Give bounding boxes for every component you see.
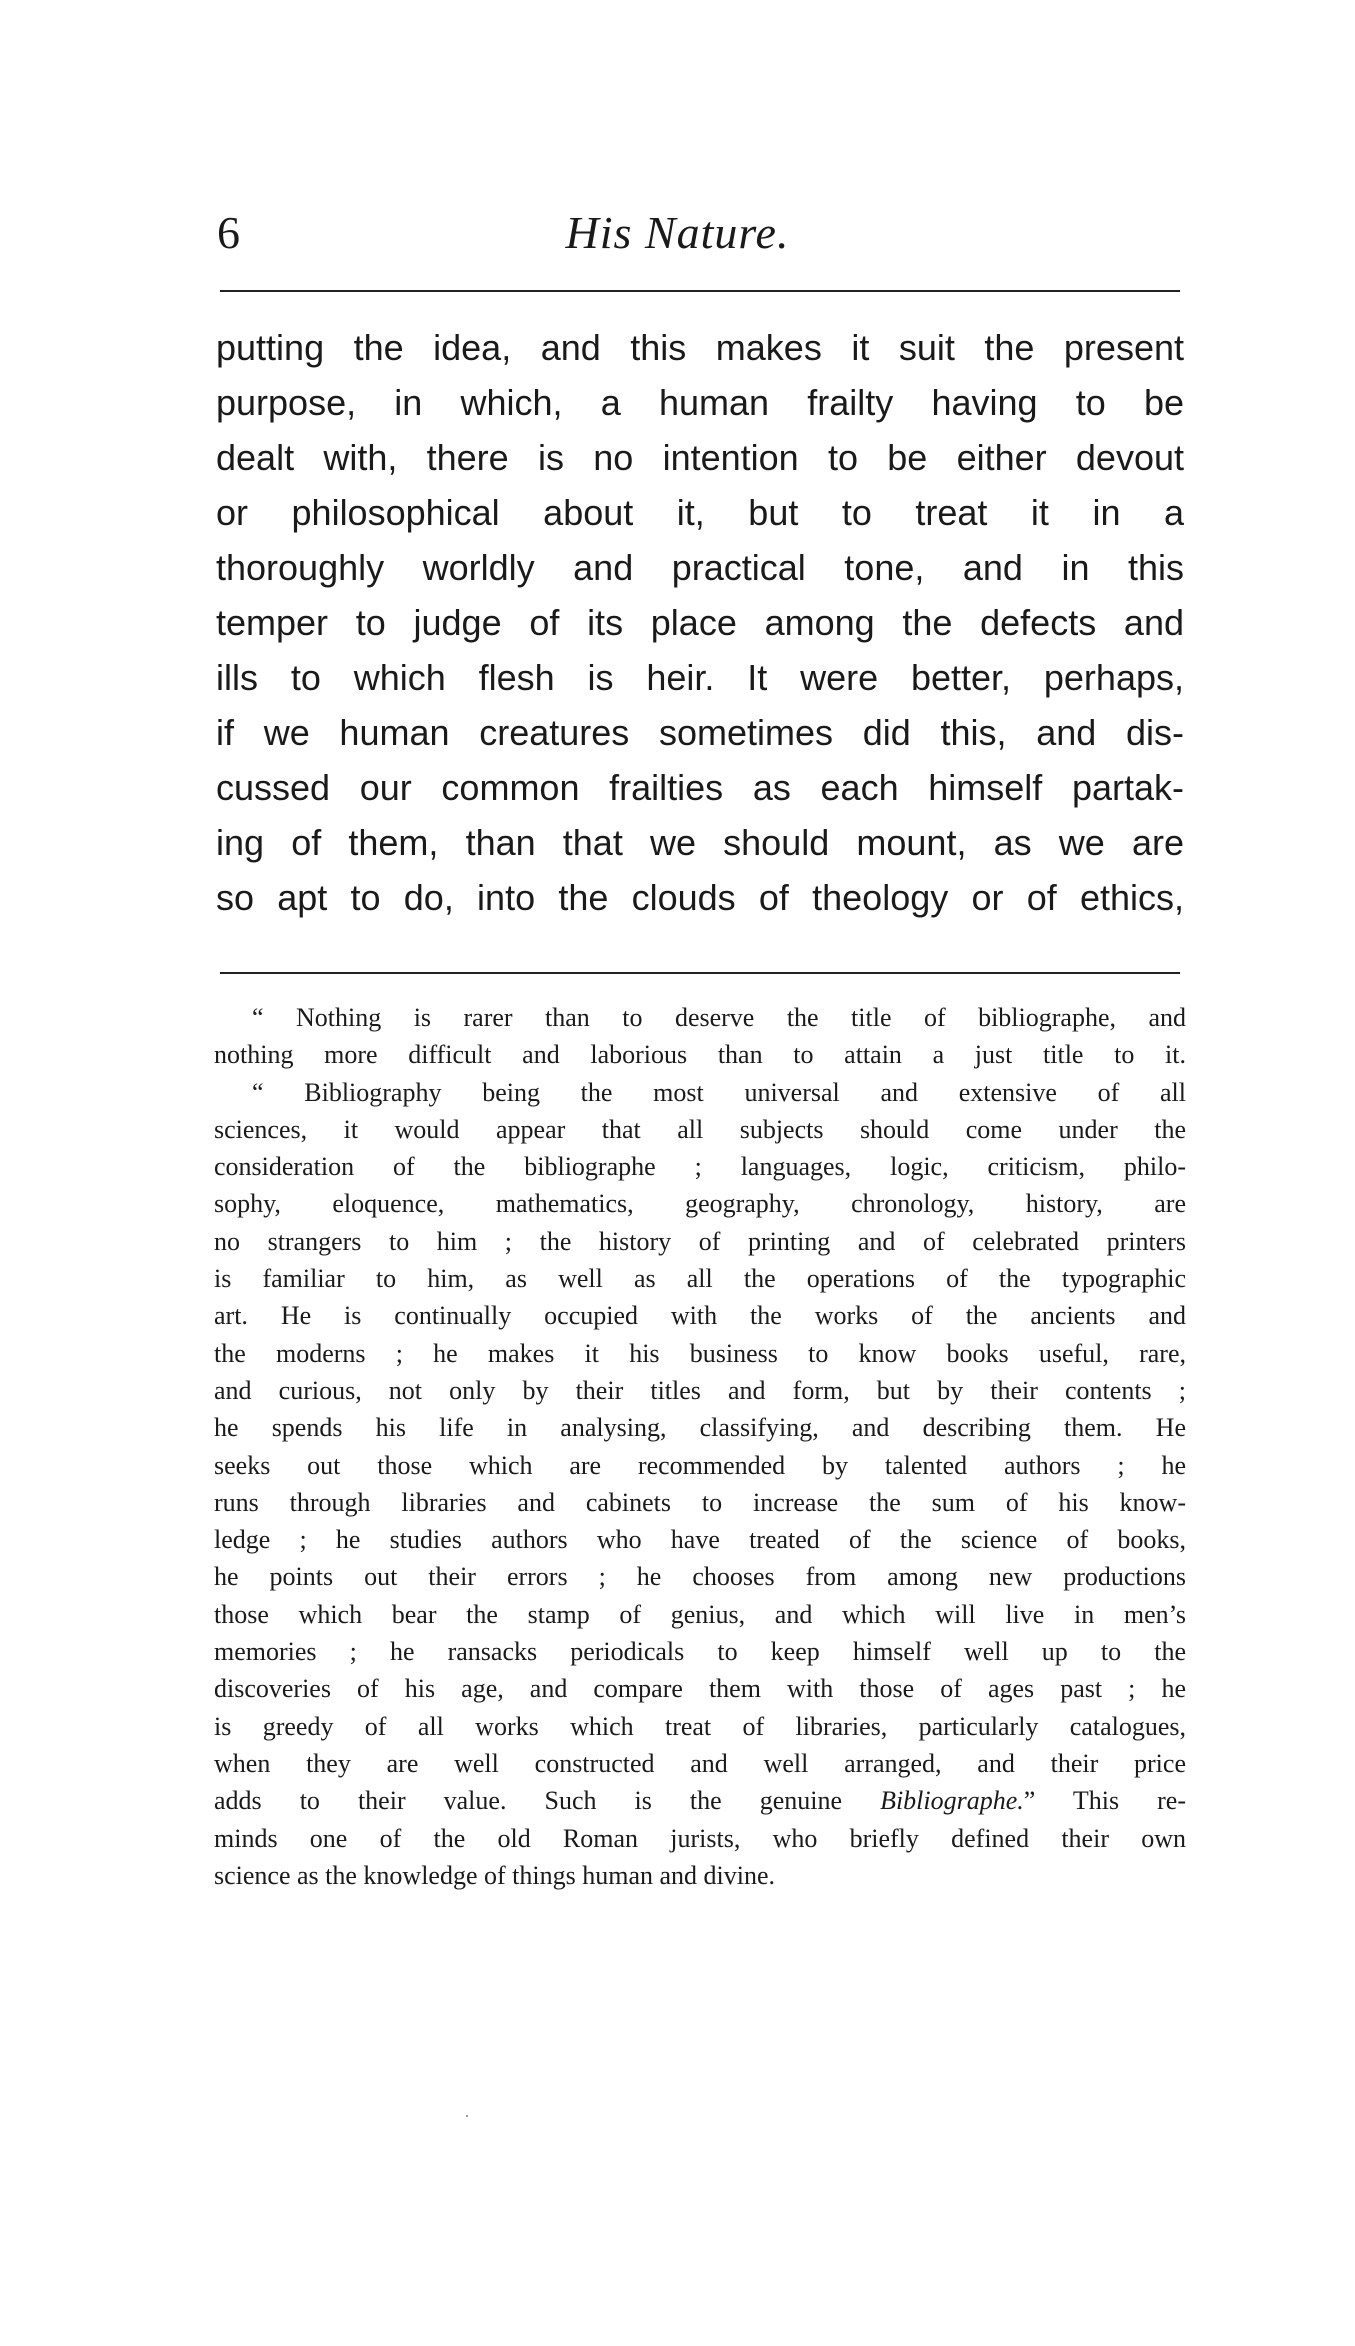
- footnote-line: runs through libraries and cabinets to increase the sum of his know-: [214, 1487, 1186, 1517]
- text-line: dealt with, there is no intention to be either devout: [216, 437, 1184, 478]
- text-line: if we human creatures sometimes did this, and dis-: [216, 712, 1184, 753]
- text-line: temper to judge of its place among the defects and: [216, 602, 1184, 643]
- footnote-line: memories ; he ransacks periodicals to keep himself well up to the: [214, 1637, 1186, 1667]
- text-line: thoroughly worldly and practical tone, and in this: [216, 547, 1184, 588]
- text-line: putting the idea, and this makes it suit the present: [216, 327, 1184, 368]
- footnote-rule: [220, 972, 1180, 974]
- footnote-line: “ Nothing is rarer than to deserve the title of bibliographe, and: [252, 1003, 1186, 1032]
- text-line: so apt to do, into the clouds of theology or of ethics,: [216, 877, 1184, 918]
- italic-term: Bibliographe.: [880, 1786, 1024, 1816]
- footnote-line: ledge ; he studies authors who have treated of the science of books,: [214, 1525, 1186, 1555]
- footnote-line: science as the knowledge of things human and divine.: [214, 1860, 776, 1890]
- footnote-line: consideration of the bibliographe ; languages, logic, criticism, philo-: [214, 1152, 1186, 1182]
- footnote-line: is familiar to him, as well as all the operations of the typographic: [214, 1264, 1186, 1294]
- text-line: purpose, in which, a human frailty having to be: [216, 382, 1184, 423]
- text-line: or philosophical about it, but to treat it in a: [216, 492, 1184, 533]
- footnote-line: minds one of the old Roman jurists, who briefly defined their own: [214, 1823, 1186, 1853]
- footnote-line: art. He is continually occupied with the works of the ancients and: [214, 1301, 1186, 1331]
- text-line: ing of them, than that we should mount, as we are: [216, 822, 1184, 863]
- text-line: cussed our common frailties as each himself partak-: [216, 767, 1184, 808]
- footnote-line: and curious, not only by their titles and form, but by their contents ;: [214, 1375, 1186, 1405]
- footnote-line: nothing more difficult and laborious than to attain a just title to it.: [214, 1040, 1186, 1070]
- footnote: [214, 999, 1186, 1894]
- header-rule: [220, 290, 1180, 292]
- footnote-line-with-italic: [214, 1782, 1186, 1819]
- footnote-line: no strangers to him ; the history of printing and of celebrated printers: [214, 1226, 1186, 1256]
- stray-mark: [466, 2115, 468, 2117]
- footnote-line: those which bear the stamp of genius, and which will live in men’s: [214, 1599, 1186, 1629]
- page-number: 6: [217, 207, 240, 258]
- footnote-line-start: adds to their value. Such is the genuine: [214, 1786, 843, 1816]
- footnote-line: sciences, it would appear that all subjects should come under the: [214, 1114, 1186, 1144]
- text-line: ills to which flesh is heir. It were better, perhaps,: [216, 657, 1184, 698]
- footnote-line: sophy, eloquence, mathematics, geography, chronology, history, are: [214, 1189, 1186, 1219]
- footnote-line: he spends his life in analysing, classifying, and describing them. He: [214, 1413, 1186, 1443]
- footnote-line: seeks out those which are recommended by talented authors ; he: [214, 1450, 1186, 1480]
- footnote-line: “ Bibliography being the most universal and extensive of all: [252, 1077, 1186, 1107]
- footnote-line: when they are well constructed and well arranged, and their price: [214, 1748, 1186, 1778]
- footnote-line: the moderns ; he makes it his business to know books useful, rare,: [214, 1338, 1186, 1368]
- footnote-line: discoveries of his age, and compare them with those of ages past ; he: [214, 1674, 1186, 1704]
- main-text: [216, 320, 1184, 925]
- footnote-line: he points out their errors ; he chooses from among new productions: [214, 1562, 1186, 1592]
- running-title: His Nature.: [565, 207, 790, 258]
- footnote-line-end: ” This re-: [1023, 1786, 1187, 1816]
- footnote-line: is greedy of all works which treat of libraries, particularly catalogues,: [214, 1711, 1186, 1741]
